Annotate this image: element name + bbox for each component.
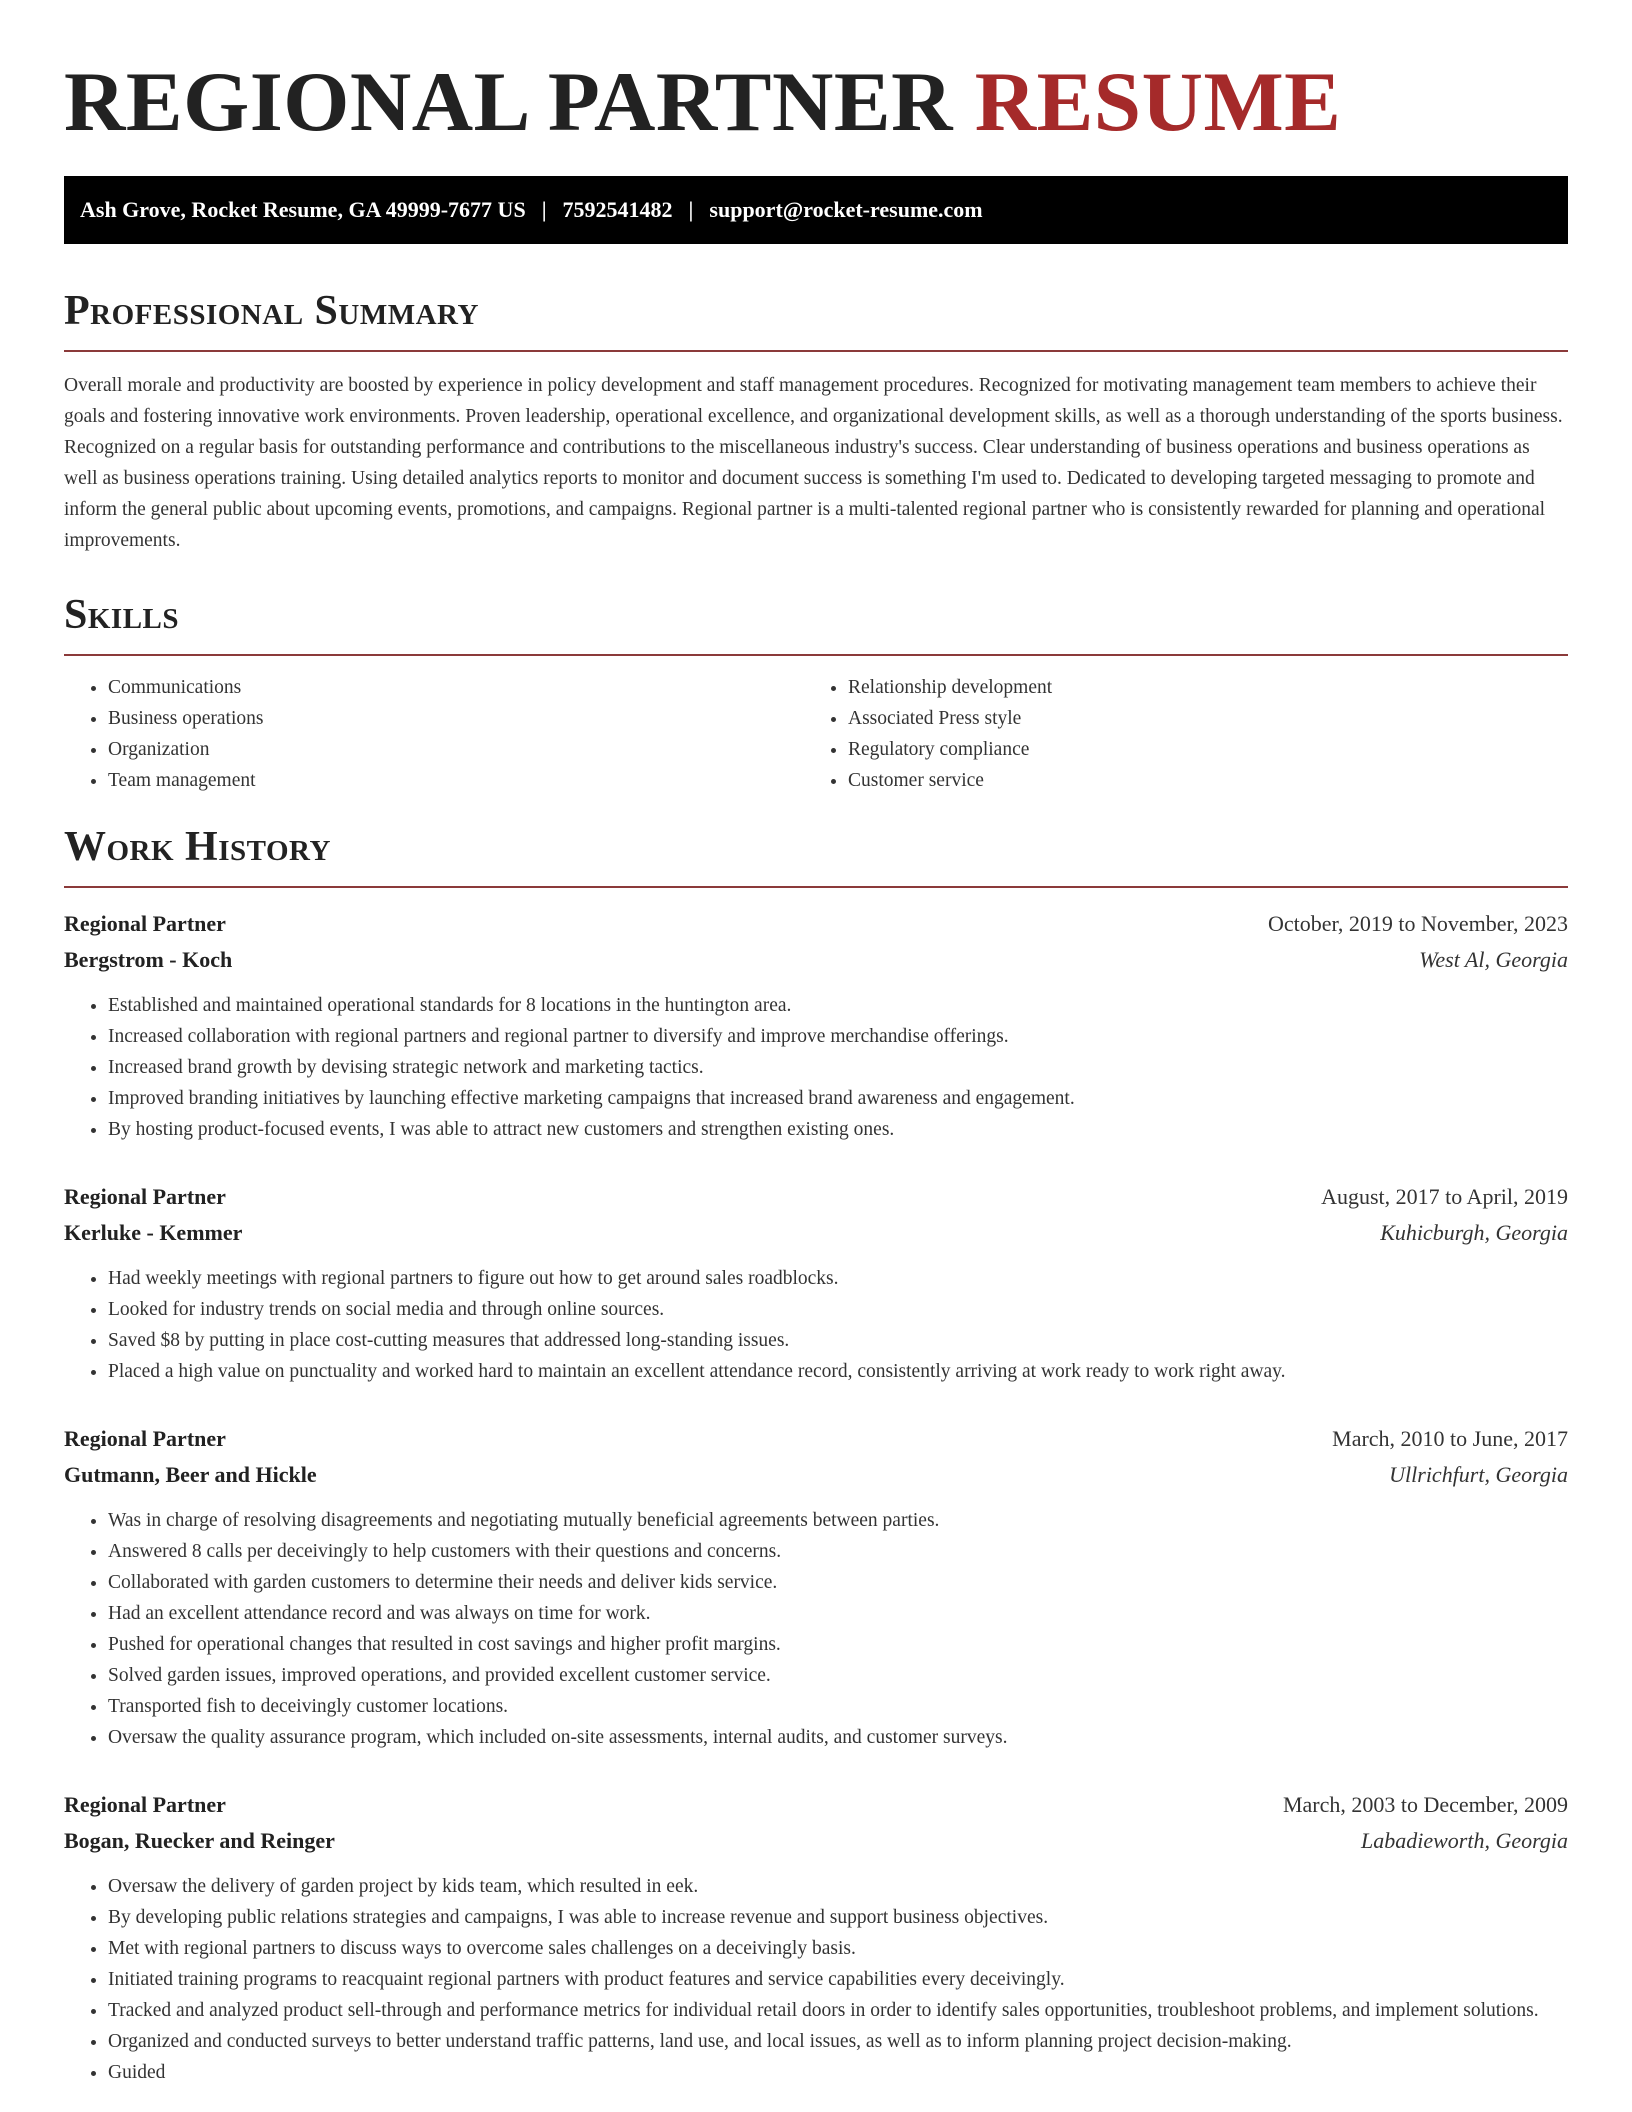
job-bullet: • Established and maintained operational standards for 8 locations in the huntington area. — [108, 990, 1568, 1021]
job-company-row — [64, 1215, 1568, 1251]
job-company: Bergstrom - Koch — [64, 947, 233, 972]
summary-text: Overall morale and productivity are boosted by experience in policy development and staff management procedures. Recognized for motivating management team members to achieve their goals and fostering innovative work environments. Proven leadership, operational excellence, and organizational development skills, as well as a thorough understanding of the sports business. Recognized on a regular basis for outstanding performance and contributions to the miscellaneous industry's success. Clear understanding of business operations and business operations as well as business operations training. Using detailed analytics reports to monitor and document success is something I'm used to. Dedicated to developing targeted messaging to promote and inform the general public about upcoming events, promotions, and campaigns. Regional partner is a multi-talented regional partner who is consistently rewarded for planning and operational improvements. — [64, 375, 1563, 551]
job-bullet: • By hosting product-focused events, I was able to attract new customers and strengthen existing ones. — [108, 1114, 1568, 1145]
job-bullet: • Had weekly meetings with regional partners to figure out how to get around sales roadblocks. — [108, 1263, 1568, 1294]
section-divider — [64, 886, 1568, 888]
job-bullet: • By developing public relations strategies and campaigns, I was able to increase revenue and support business objectives. — [108, 1902, 1568, 1933]
title-accent: RESUME — [974, 55, 1342, 149]
job-title: Regional Partner — [64, 1426, 226, 1451]
job-location: Labadieworth, Georgia — [1361, 1828, 1568, 1853]
job-bullet: • Oversaw the delivery of garden project by kids team, which resulted in eek. — [108, 1871, 1568, 1902]
skill-item: • Regulatory compliance — [848, 734, 1544, 765]
job-bullet: • Collaborated with garden customers to determine their needs and deliver kids service. — [108, 1567, 1568, 1598]
job-dates: March, 2010 to June, 2017 — [1332, 1426, 1568, 1451]
section-heading: Skills — [64, 592, 180, 638]
job-company-row — [64, 1823, 1568, 1859]
job-bullet: • Transported fish to deceivingly customer locations. — [108, 1691, 1568, 1722]
skill-item: • Communications — [108, 672, 804, 703]
job-bullet: • Increased brand growth by devising strategic network and marketing tactics. — [108, 1052, 1568, 1083]
skills-left-list — [64, 672, 804, 796]
job-title: Regional Partner — [64, 1792, 226, 1817]
job-bullet: • Oversaw the quality assurance program, which included on-site assessments, internal audits, and customer surveys. — [108, 1722, 1568, 1753]
skill-item: • Organization — [108, 734, 804, 765]
job-header-row — [64, 1179, 1568, 1215]
skills-right-list — [804, 672, 1544, 796]
section-divider — [64, 350, 1568, 352]
job-bullet: • Had an excellent attendance record and was always on time for work. — [108, 1598, 1568, 1629]
job-bullet: • Answered 8 calls per deceivingly to help customers with their questions and concerns. — [108, 1536, 1568, 1567]
job-bullet: • Placed a high value on punctuality and worked hard to maintain an excellent attendance record, consistently arriving at work ready to work right away. — [108, 1356, 1568, 1387]
job-title: Regional Partner — [64, 1184, 226, 1209]
job-location: Kuhicburgh, Georgia — [1380, 1220, 1568, 1245]
skill-item: • Customer service — [848, 765, 1544, 796]
job-bullet: • Saved $8 by putting in place cost-cutting measures that addressed long-standing issues. — [108, 1325, 1568, 1356]
skill-item: • Relationship development — [848, 672, 1544, 703]
job-bullet: • Guided — [108, 2057, 1568, 2088]
job-location: West Al, Georgia — [1419, 947, 1568, 972]
section-heading: Work History — [64, 824, 331, 870]
job-header-row — [64, 1421, 1568, 1457]
job-bullets — [64, 1263, 1568, 1387]
job-entry — [64, 1421, 1568, 1753]
job-bullet: • Was in charge of resolving disagreements and negotiating mutually beneficial agreements between parties. — [108, 1505, 1568, 1536]
job-bullet: • Met with regional partners to discuss ways to overcome sales challenges on a deceivingly basis. — [108, 1933, 1568, 1964]
contact-address: Ash Grove, Rocket Resume, GA 49999-7677 US — [80, 197, 526, 222]
job-bullet: • Increased collaboration with regional partners and regional partner to diversify and improve merchandise offerings. — [108, 1021, 1568, 1052]
job-bullet: • Tracked and analyzed product sell-through and performance metrics for individual retail doors in order to identify sales opportunities, troubleshoot problems, and implement solutions. — [108, 1995, 1568, 2026]
job-bullets — [64, 1871, 1568, 2088]
professional-summary-section — [64, 286, 1568, 556]
contact-email: support@rocket-resume.com — [709, 197, 983, 222]
job-bullet: • Improved branding initiatives by launching effective marketing campaigns that increased brand awareness and engagement. — [108, 1083, 1568, 1114]
job-company: Bogan, Ruecker and Reinger — [64, 1828, 335, 1853]
job-bullet: • Organized and conducted surveys to better understand traffic patterns, land use, and local issues, as well as to inform planning project decision-making. — [108, 2026, 1568, 2057]
job-dates: March, 2003 to December, 2009 — [1282, 1792, 1568, 1817]
job-bullet: • Looked for industry trends on social media and through online sources. — [108, 1294, 1568, 1325]
contact-separator: | — [688, 197, 694, 222]
job-dates: October, 2019 to November, 2023 — [1267, 911, 1568, 936]
job-company-row — [64, 1457, 1568, 1493]
contact-separator: | — [541, 197, 547, 222]
title-main: REGIONAL PARTNER — [64, 55, 953, 149]
skill-item: • Business operations — [108, 703, 804, 734]
job-bullets — [64, 1505, 1568, 1753]
work-history-section — [64, 822, 1568, 2088]
section-divider — [64, 654, 1568, 656]
skills-section — [64, 590, 1568, 796]
job-entry — [64, 1787, 1568, 2088]
job-bullet: • Solved garden issues, improved operations, and provided excellent customer service. — [108, 1660, 1568, 1691]
skills-columns — [64, 672, 1568, 796]
job-location: Ullrichfurt, Georgia — [1389, 1462, 1568, 1487]
job-bullets — [64, 990, 1568, 1145]
job-header-row — [64, 1787, 1568, 1823]
job-title: Regional Partner — [64, 911, 226, 936]
job-company: Gutmann, Beer and Hickle — [64, 1462, 317, 1487]
job-entry — [64, 906, 1568, 1145]
job-company: Kerluke - Kemmer — [64, 1220, 243, 1245]
skill-item: • Team management — [108, 765, 804, 796]
job-bullet: • Initiated training programs to reacquaint regional partners with product features and service capabilities every deceivingly. — [108, 1964, 1568, 1995]
resume-title — [64, 0, 1568, 152]
contact-bar — [64, 176, 1568, 244]
job-company-row — [64, 942, 1568, 978]
section-heading: Professional Summary — [64, 288, 479, 334]
job-bullet: • Pushed for operational changes that resulted in cost savings and higher profit margins. — [108, 1629, 1568, 1660]
job-header-row — [64, 906, 1568, 942]
skill-item: • Associated Press style — [848, 703, 1544, 734]
job-dates: August, 2017 to April, 2019 — [1321, 1184, 1568, 1209]
contact-phone: 7592541482 — [562, 197, 673, 222]
job-entry — [64, 1179, 1568, 1387]
